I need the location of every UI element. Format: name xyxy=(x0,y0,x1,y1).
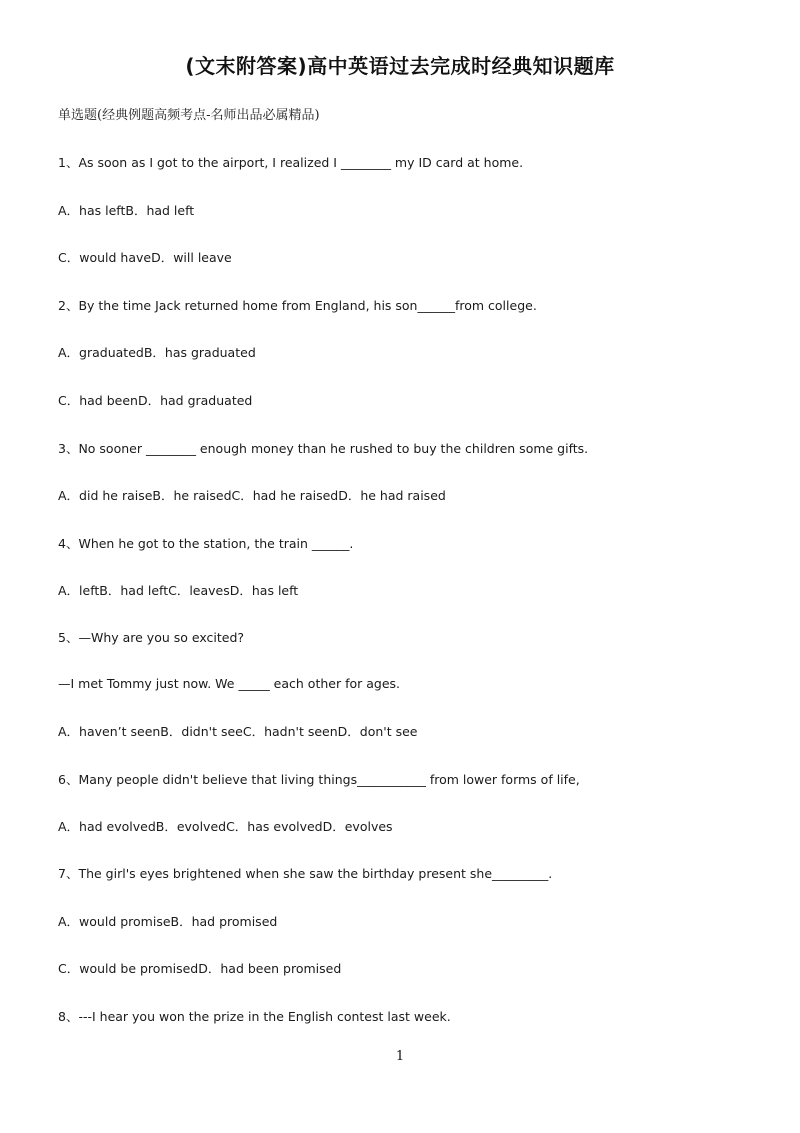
question-1-options-cd: C．would haveD．will leave xyxy=(58,250,232,265)
question-5: 5、—Why are you so excited? xyxy=(58,630,245,645)
question-2-options-ab: A．graduatedB．has graduated xyxy=(58,345,256,360)
question-5-options: A．haven’t seenB．didn't seeC．hadn't seenD．don't see xyxy=(58,724,418,739)
question-7-options-cd: C．would be promisedD．had been promised xyxy=(58,961,342,976)
question-6-options: A．had evolvedB．evolvedC．has evolvedD．evolves xyxy=(58,819,393,834)
question-7: 7、The girl's eyes brightened when she saw the birthday present she_________. xyxy=(58,866,553,881)
question-3: 3、No sooner ________ enough money than he rushed to buy the children some gifts. xyxy=(58,441,589,456)
question-4: 4、When he got to the station, the train ______. xyxy=(58,536,354,551)
question-1-options-ab: A．has leftB．had left xyxy=(58,203,195,218)
question-5-response: —I met Tommy just now. We _____ each other for ages. xyxy=(58,676,400,691)
section-heading: 单选题(经典例题高频考点-名师出品必属精品) xyxy=(58,108,320,123)
question-3-options: A．did he raiseB．he raisedC．had he raisedD．he had raised xyxy=(58,488,446,503)
question-4-options: A．leftB．had leftC．leavesD．has left xyxy=(58,583,299,598)
question-2-options-cd: C．had beenD．had graduated xyxy=(58,393,253,408)
document-title: (文末附答案)高中英语过去完成时经典知识题库 xyxy=(185,54,615,78)
question-6: 6、Many people didn't believe that living things___________ from lower forms of life, xyxy=(58,772,580,787)
question-7-options-ab: A．would promiseB．had promised xyxy=(58,914,278,929)
question-1: 1、As soon as I got to the airport, I realized I ________ my ID card at home. xyxy=(58,155,524,170)
page-number: 1 xyxy=(395,1049,405,1064)
question-8: 8、---I hear you won the prize in the English contest last week. xyxy=(58,1009,451,1024)
question-2: 2、By the time Jack returned home from England, his son______from college. xyxy=(58,298,537,313)
